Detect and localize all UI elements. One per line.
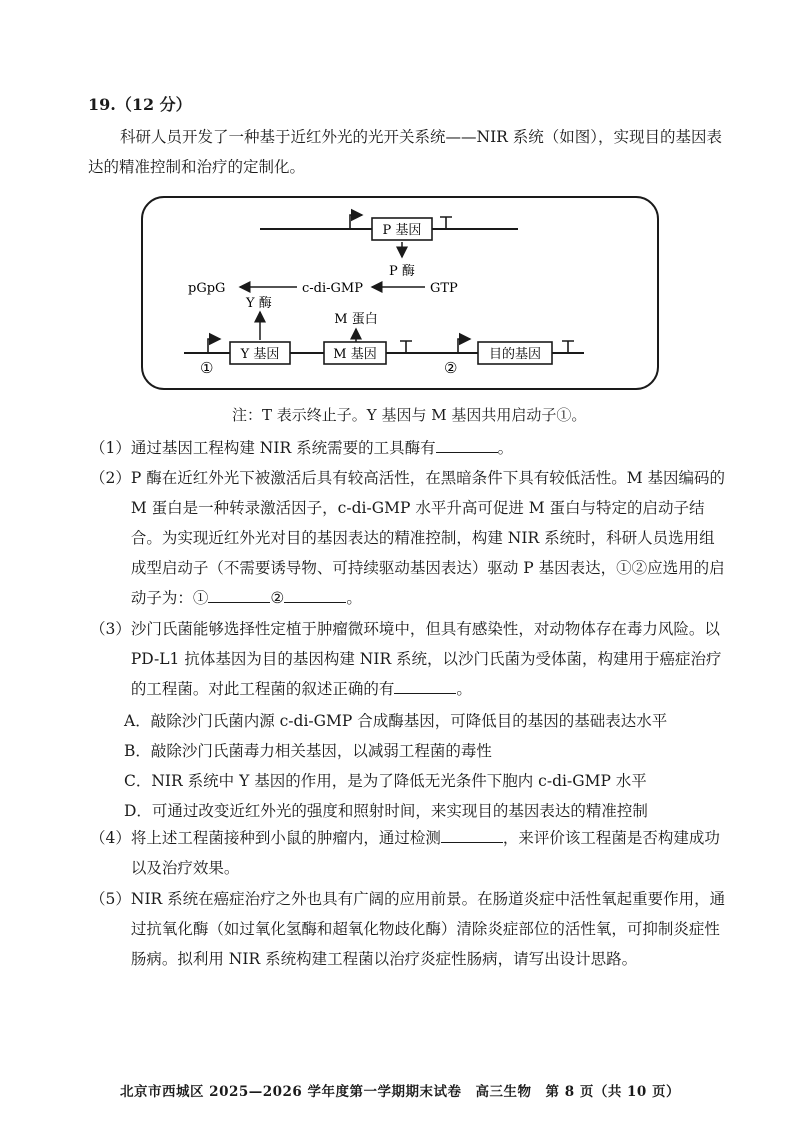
question-header — [88, 92, 192, 115]
sub1-end: 。 — [497, 439, 514, 457]
sub2-end: 。 — [346, 589, 362, 607]
question-number: 19. — [88, 95, 116, 114]
promoter-arrow-p — [350, 215, 362, 229]
promoter-arrow-2 — [458, 339, 470, 353]
target-gene-label: 目的基因 — [488, 347, 542, 362]
gtp-label: GTP — [430, 281, 458, 296]
question-intro: 科研人员开发了一种基于近红外光的光开关系统——NIR 系统（如图），实现目的基因表达的精准控制和治疗的定制化。 — [88, 128, 723, 176]
promoter-1-label: ① — [200, 359, 214, 377]
subquestion-3 — [90, 614, 730, 704]
c-di-gmp-label: c-di-GMP — [302, 281, 363, 296]
p-gene-label: P 基因 — [382, 223, 422, 238]
sub3-option-b: B．敲除沙门氏菌毒力相关基因，以减弱工程菌的毒性 — [124, 742, 492, 760]
sub1-text: 通过基因工程构建 NIR 系统需要的工具酶有 — [130, 439, 436, 457]
p-enzyme-label: P 酶 — [389, 264, 415, 279]
sub2-label: （2） — [90, 469, 131, 487]
m-protein-label: M 蛋白 — [334, 312, 378, 327]
sub5-text: NIR 系统在癌症治疗之外也具有广阔的应用前景。在肠道炎症中活性氧起重要作用，通过抗氧化酶（如过氧化氢酶和超氧化物歧化酶）清除炎症部位的活性氧，可抑制炎症性肠病。拟利用 NIR 系统构建工程菌以治疗炎症性肠病，请写出设计思路。 — [130, 890, 726, 968]
terminator-p — [440, 217, 452, 229]
sub3-end: 。 — [456, 680, 472, 698]
sub4-answer-blank[interactable] — [441, 827, 503, 844]
promoter-2-label: ② — [444, 359, 458, 377]
sub1-label: （1） — [90, 439, 131, 457]
terminator-ym — [400, 341, 412, 353]
sub5-label: （5） — [90, 890, 131, 908]
sub4-label: （4） — [90, 829, 131, 847]
sub3-option-d: D．可通过改变近红外光的强度和照射时间，来实现目的基因表达的精准控制 — [124, 802, 648, 820]
sub2-blank2-label: ② — [270, 589, 285, 607]
sub3-option-a: A．敲除沙门氏菌内源 c-di-GMP 合成酶基因，可降低目的基因的基础表达水平 — [124, 712, 668, 730]
m-gene-label: M 基因 — [333, 347, 377, 362]
sub3-label: （3） — [90, 620, 131, 638]
y-enzyme-label: Y 酶 — [246, 296, 272, 311]
y-gene-label: Y 基因 — [240, 347, 280, 362]
sub3-option-c: C．NIR 系统中 Y 基因的作用，是为了降低无光条件下胞内 c-di-GMP 水平 — [124, 772, 647, 790]
sub3-text: 沙门氏菌能够选择性定植于肿瘤微环境中，但具有感染性，对动物体存在毒力风险。以 PD-L1 抗体基因为目的基因构建 NIR 系统，以沙门氏菌为受体菌，构建用于癌症治疗的工程菌。对此工程菌的叙述正确的有 — [130, 620, 722, 698]
sub2-text: P 酶在近红外光下被激活后具有较高活性，在黑暗条件下具有较低活性。M 基因编码的 M 蛋白是一种转录激活因子，c-di-GMP 水平升高可促进 M 蛋白与特定的启动子结合。为实现近红外光对目的基因表达的精准控制，构建 NIR 系统时，科研人员选用组成型启动子（不需要诱导物、可持续驱动基因表达）驱动 P 基因表达，①②应选用的启动子为： — [130, 469, 726, 607]
terminator-target — [562, 341, 574, 353]
subquestion-2 — [90, 463, 730, 613]
question-score: （12 分） — [115, 95, 192, 114]
sub4-text-before: 将上述工程菌接种到小鼠的肿瘤内，通过检测 — [130, 829, 441, 847]
subquestion-1 — [90, 433, 730, 463]
nir-system-diagram — [140, 195, 660, 393]
subquestion-4 — [90, 823, 730, 883]
sub2-answer-blank-1[interactable] — [208, 587, 270, 604]
sub4-text-after: ，来评价该工程菌是否构建成功以及治疗效果。 — [130, 829, 720, 877]
sub3-answer-blank[interactable] — [394, 678, 456, 695]
sub2-answer-blank-2[interactable] — [284, 587, 346, 604]
page-footer: 北京市西城区 2025—2026 学年度第一学期期末试卷 高三生物 第 8 页（共 10 页） — [119, 1084, 681, 1100]
sub1-answer-blank[interactable] — [436, 437, 498, 454]
subquestion-5 — [90, 884, 730, 974]
promoter-arrow-1 — [208, 339, 220, 353]
diagram-note: 注：T 表示终止子。Y 基因与 M 基因共用启动子①。 — [232, 406, 587, 424]
pgpg-label: pGpG — [188, 281, 226, 296]
sub2-blank1-label: ① — [192, 589, 209, 607]
